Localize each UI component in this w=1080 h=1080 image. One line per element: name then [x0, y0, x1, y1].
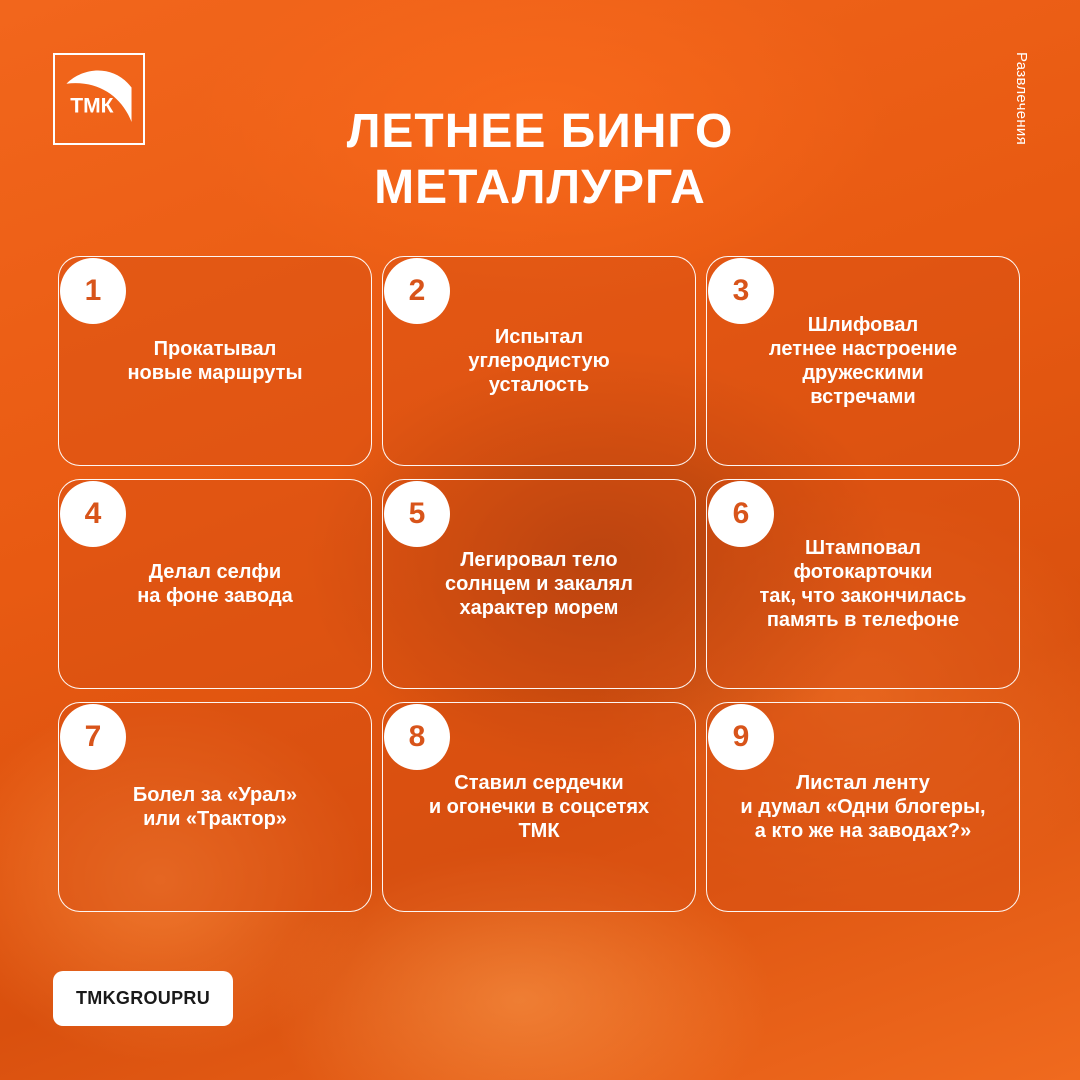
title-line-1: ЛЕТНЕЕ БИНГО — [346, 105, 734, 158]
social-handle-badge: TMKGROUPRU — [53, 971, 233, 1026]
cell-text: Болел за «Урал» или «Трактор» — [132, 784, 298, 830]
cell-number-badge: 8 — [384, 704, 450, 770]
bingo-cell — [382, 479, 696, 689]
cell-number-badge: 1 — [60, 258, 126, 324]
tmk-arc-logo-icon — [55, 55, 143, 143]
cell-number-badge: 6 — [708, 481, 774, 547]
page-title — [240, 104, 840, 216]
bingo-grid — [58, 256, 1020, 912]
cell-number-badge: 9 — [708, 704, 774, 770]
cell-number-badge: 3 — [708, 258, 774, 324]
cell-number-badge: 7 — [60, 704, 126, 770]
bingo-cell — [382, 702, 696, 912]
bingo-cell — [58, 479, 372, 689]
cell-number-badge: 2 — [384, 258, 450, 324]
cell-text: Штамповал фотокарточки так, что закончилась память в телефоне — [759, 537, 967, 631]
cell-text: Делал селфи на фоне завода — [137, 561, 293, 607]
cell-text: Легировал тело солнцем и закалял характер морем — [445, 549, 633, 619]
tmk-logo — [53, 53, 145, 145]
bingo-cell — [58, 702, 372, 912]
bingo-cell — [58, 256, 372, 466]
cell-number-badge: 4 — [60, 481, 126, 547]
category-label: Развлечения — [1013, 52, 1030, 146]
title-line-2: МЕТАЛЛУРГА — [374, 161, 706, 214]
cell-text: Испытал углеродистую усталость — [468, 326, 610, 396]
logo-text: ТМК — [70, 94, 114, 118]
cell-text: Листал ленту и думал «Одни блогеры, а кто же на заводах?» — [740, 772, 986, 842]
bingo-cell — [706, 702, 1020, 912]
cell-text: Прокатывал новые маршруты — [127, 338, 303, 384]
bingo-cell — [706, 256, 1020, 466]
bingo-cell — [382, 256, 696, 466]
cell-number-badge: 5 — [384, 481, 450, 547]
cell-text: Шлифовал летнее настроение дружескими встречами — [768, 314, 958, 408]
cell-text: Ставил сердечки и огонечки в соцсетях ТМК — [428, 772, 650, 842]
bingo-cell — [706, 479, 1020, 689]
